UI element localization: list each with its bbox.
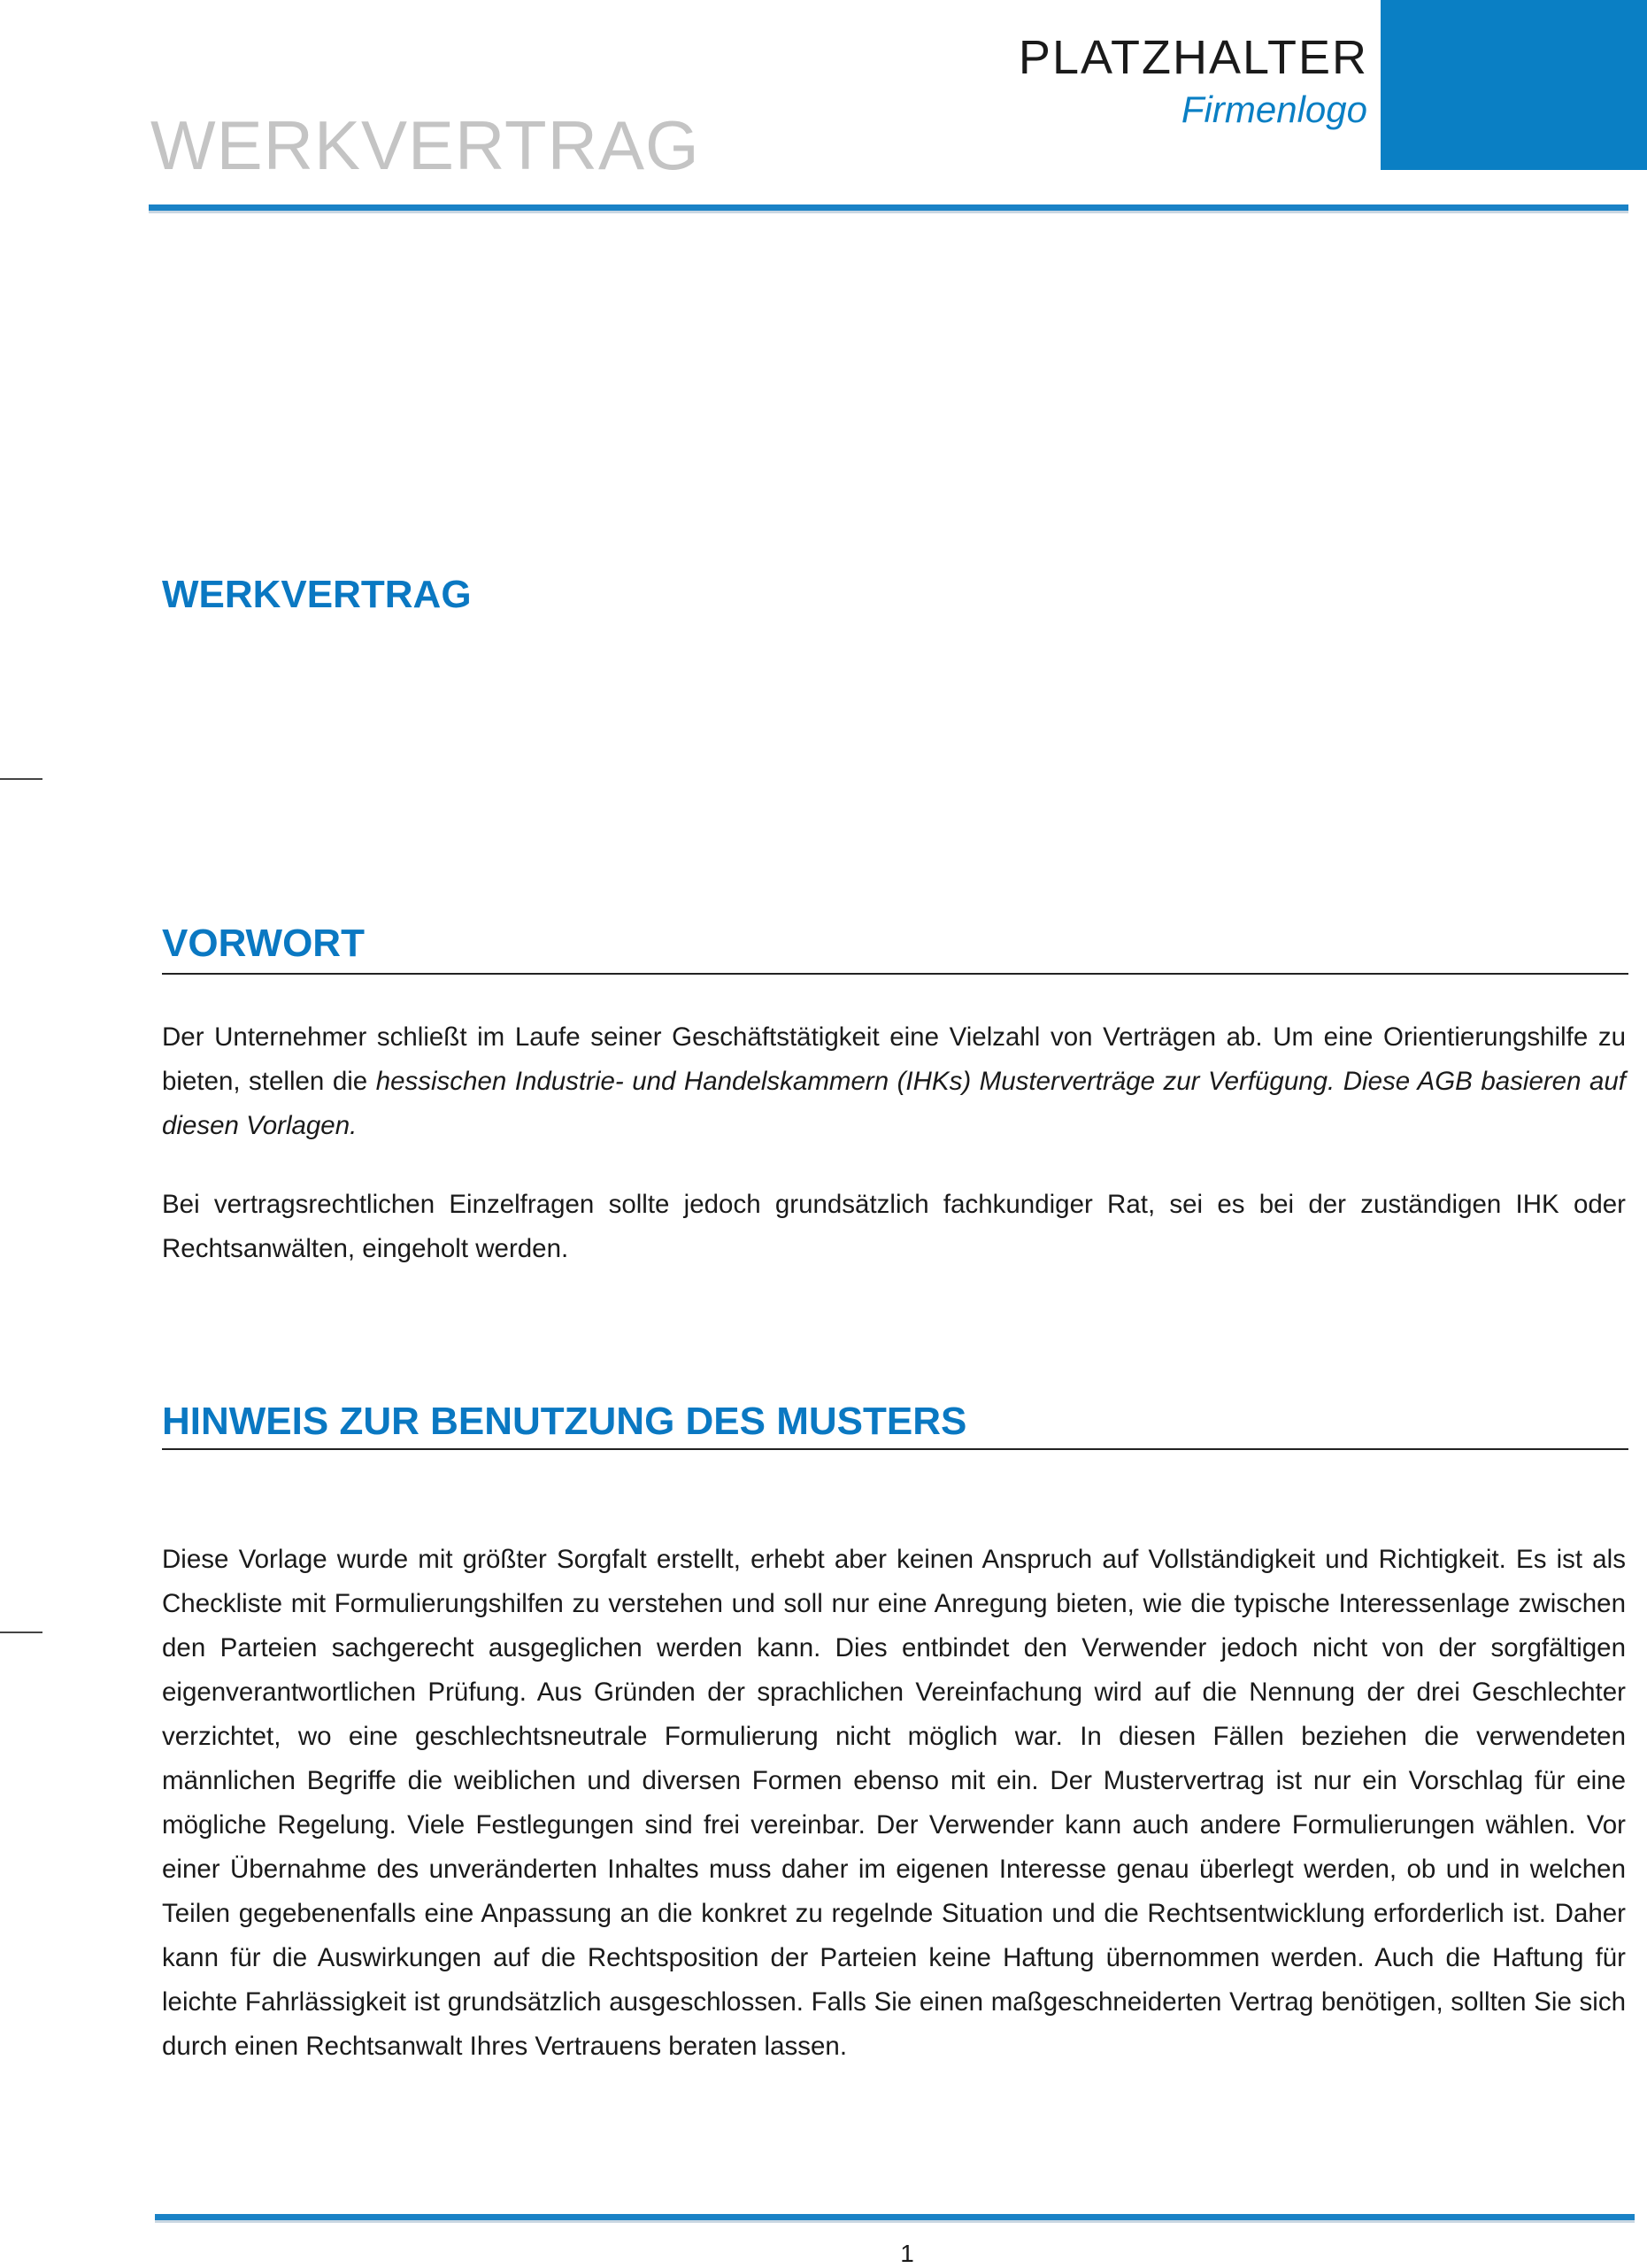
hinweis-paragraph-1: Diese Vorlage wurde mit größter Sorgfalt erstellt, erhebt aber keinen Anspruch auf Vollständigkeit und Richtigkeit. Es ist als Checkliste mit Formulierungshilfen zu verstehen und soll nur eine Anregung bieten, wie die typische Interessenlage zwischen den Parteien sachgerecht ausgeglichen werden kann. Dies entbindet den Verwender jedoch nicht von der sorgfältigen eigenverantwortlichen Prüfung. Aus Gründen der sprachlichen Vereinfachung wird auf die Nennung der drei Geschlechter verzichtet, wo eine geschlechtsneutrale Formulierung nicht möglich war. In diesen Fällen beziehen die verwendeten männlichen Begriffe die weiblichen und diversen Formen ebenso mit ein. Der Mustervertrag ist nur ein Vorschlag für eine mögliche Regelung. Viele Festlegungen sind frei vereinbar. Der Verwender kann auch andere Formulierungen wählen. Vor einer Übernahme des unveränderten Inhaltes muss daher im eigenen Interesse genau überlegt werden, ob und in welchen Teilen gegebenenfalls eine Anpassung an die konkret zu regelnde Situation und die Rechtsentwicklung erforderlich ist. Daher kann für die Auswirkungen auf die Rechtsposition der Parteien keine Haftung übernommen werden. Auch die Haftung für leichte Fahrlässigkeit ist grundsätzlich ausgeschlossen. Falls Sie einen maßgeschneiderten Vertrag benötigen, sollten Sie sich durch einen Rechtsanwalt Ihres Vertrauens beraten lassen. [162, 1545, 1626, 2061]
footer-divider-shadow [155, 2220, 1635, 2223]
footer-divider [155, 2214, 1635, 2220]
vorwort-paragraph-1-italic: hessischen Industrie- und Handelskammern (IHKs) Musterverträge zur Verfügung. Diese AGB basieren auf diesen Vorlagen. [162, 1067, 1626, 1140]
header-title: WERKVERTRAG [150, 106, 700, 184]
logo-text-sub: Firmenlogo [1181, 89, 1367, 130]
vorwort-paragraph-2: Bei vertragsrechtlichen Einzelfragen sollte jedoch grundsätzlich fachkundiger Rat, sei es bei der zuständigen IHK oder Rechtsanwälten, eingeholt werden. [162, 1190, 1626, 1263]
vorwort-paragraph-1-intro: Der Unternehmer schließt im Laufe seiner Geschäftstätigkeit eine Vielzahl von Verträgen ab. Um eine Orientierungshilfe zu bieten, stellen die [162, 1022, 1626, 1096]
section-heading-vorwort: VORWORT [162, 922, 365, 965]
section-rule-hinweis [162, 1448, 1628, 1450]
document-title: WERKVERTRAG [162, 573, 472, 616]
section-heading-hinweis: HINWEIS ZUR BENUTZUNG DES MUSTERS [162, 1400, 967, 1443]
section-rule-vorwort [162, 973, 1628, 975]
fold-mark-top [0, 778, 42, 780]
fold-mark-bottom [0, 1632, 42, 1633]
logo-blue-square [1381, 0, 1647, 170]
page-number: 1 [900, 2240, 914, 2267]
vorwort-paragraph-1 [162, 1015, 1626, 1148]
logo-text-main: PLATZHALTER [1018, 31, 1368, 84]
header-divider-shadow [149, 211, 1628, 213]
header-divider [149, 204, 1628, 211]
